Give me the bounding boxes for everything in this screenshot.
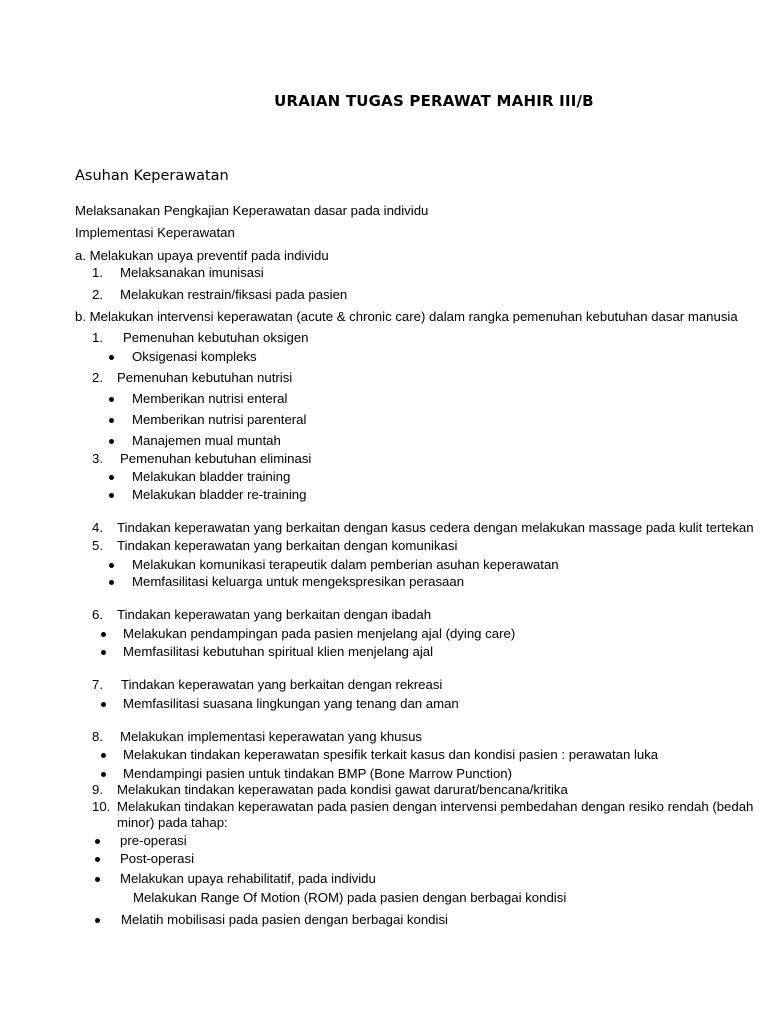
- bullet-item: Post-operasi: [120, 851, 195, 866]
- bullet-icon: [101, 702, 106, 707]
- list-number: 10.: [92, 799, 111, 814]
- list-item-continuation: minor) pada tahap:: [117, 815, 228, 830]
- bullet-item: Memberikan nutrisi enteral: [132, 391, 288, 406]
- list-number: 8.: [92, 729, 103, 744]
- bullet-icon: [109, 355, 114, 360]
- bullet-icon: [95, 857, 100, 862]
- rehab-label: Melakukan upaya rehabilitatif, pada individu: [120, 871, 376, 886]
- list-number: 1.: [92, 330, 103, 345]
- section-b-label: b. Melakukan intervensi keperawatan (acute & chronic care) dalam rangka pemenuhan kebutuhan dasar manusia: [75, 309, 738, 324]
- bullet-icon: [109, 493, 114, 498]
- list-number: 4.: [92, 520, 103, 535]
- bullet-item: Melakukan komunikasi terapeutik dalam pemberian asuhan keperawatan: [132, 557, 559, 572]
- bullet-item: Manajemen mual muntah: [132, 433, 281, 448]
- list-number: 9.: [92, 782, 103, 797]
- bullet-icon: [101, 753, 106, 758]
- bullet-item: Memfasilitasi keluarga untuk mengekspresikan perasaan: [132, 574, 465, 589]
- list-number: 3.: [92, 451, 103, 466]
- bullet-icon: [109, 563, 114, 568]
- rehab-mobilisasi: Melatih mobilisasi pada pasien dengan berbagai kondisi: [121, 912, 448, 927]
- section-heading: Asuhan Keperawatan: [75, 168, 229, 184]
- document-title-text: URAIAN TUGAS PERAWAT MAHIR III/B: [274, 92, 594, 110]
- bullet-item: Memfasilitasi suasana lingkungan yang tenang dan aman: [123, 696, 459, 711]
- bullet-item: pre-operasi: [120, 833, 187, 848]
- bullet-icon: [109, 475, 114, 480]
- list-item: Tindakan keperawatan yang berkaitan dengan kasus cedera dengan melakukan massage pada kulit tertekan: [117, 520, 754, 535]
- bullet-icon: [95, 839, 100, 844]
- bullet-icon: [101, 632, 106, 637]
- bullet-item: Oksigenasi kompleks: [132, 349, 257, 364]
- intro-line-1: Melaksanakan Pengkajian Keperawatan dasar pada individu: [75, 203, 429, 218]
- bullet-icon: [109, 580, 114, 585]
- list-item: Pemenuhan kebutuhan nutrisi: [117, 370, 293, 385]
- document-title: [0, 92, 768, 110]
- list-number: 5.: [92, 538, 103, 553]
- bullet-item: Memberikan nutrisi parenteral: [132, 412, 307, 427]
- list-item: Pemenuhan kebutuhan oksigen: [123, 330, 309, 345]
- list-item: Melakukan tindakan keperawatan pada pasien dengan intervensi pembedahan dengan resiko rendah (bedah: [117, 799, 754, 814]
- list-number: 2.: [92, 370, 103, 385]
- bullet-icon: [95, 918, 100, 923]
- bullet-item: Melakukan bladder training: [132, 469, 291, 484]
- list-item: Pemenuhan kebutuhan eliminasi: [120, 451, 312, 466]
- bullet-icon: [109, 418, 114, 423]
- bullet-item: Memfasilitasi kebutuhan spiritual klien menjelang ajal: [123, 644, 434, 659]
- bullet-icon: [109, 439, 114, 444]
- list-number: 1.: [92, 265, 103, 280]
- list-item: Melakukan implementasi keperawatan yang khusus: [120, 729, 423, 744]
- list-item: Melakukan restrain/fiksasi pada pasien: [120, 287, 348, 302]
- list-number: 6.: [92, 607, 103, 622]
- bullet-item: Mendampingi pasien untuk tindakan BMP (Bone Marrow Punction): [123, 766, 512, 781]
- list-item: Tindakan keperawatan yang berkaitan dengan ibadah: [117, 607, 432, 622]
- list-item: Tindakan keperawatan yang berkaitan dengan komunikasi: [117, 538, 458, 553]
- bullet-icon: [101, 650, 106, 655]
- list-number: 2.: [92, 287, 103, 302]
- bullet-item: Melakukan bladder re-training: [132, 487, 307, 502]
- bullet-icon: [95, 877, 100, 882]
- list-item: Melakukan tindakan keperawatan pada kondisi gawat darurat/bencana/kritika: [117, 782, 568, 797]
- bullet-item: Melakukan pendampingan pada pasien menjelang ajal (dying care): [123, 626, 516, 641]
- intro-line-2: Implementasi Keperawatan: [75, 225, 235, 240]
- bullet-icon: [101, 772, 106, 777]
- list-number: 7.: [92, 677, 103, 692]
- rehab-rom: Melakukan Range Of Motion (ROM) pada pasien dengan berbagai kondisi: [133, 890, 567, 905]
- list-item: Melaksanakan imunisasi: [120, 265, 264, 280]
- bullet-item: Melakukan tindakan keperawatan spesifik terkait kasus dan kondisi pasien : perawatan luka: [123, 747, 659, 762]
- bullet-icon: [109, 397, 114, 402]
- list-item: Tindakan keperawatan yang berkaitan dengan rekreasi: [121, 677, 443, 692]
- section-a-label: a. Melakukan upaya preventif pada individu: [75, 248, 329, 263]
